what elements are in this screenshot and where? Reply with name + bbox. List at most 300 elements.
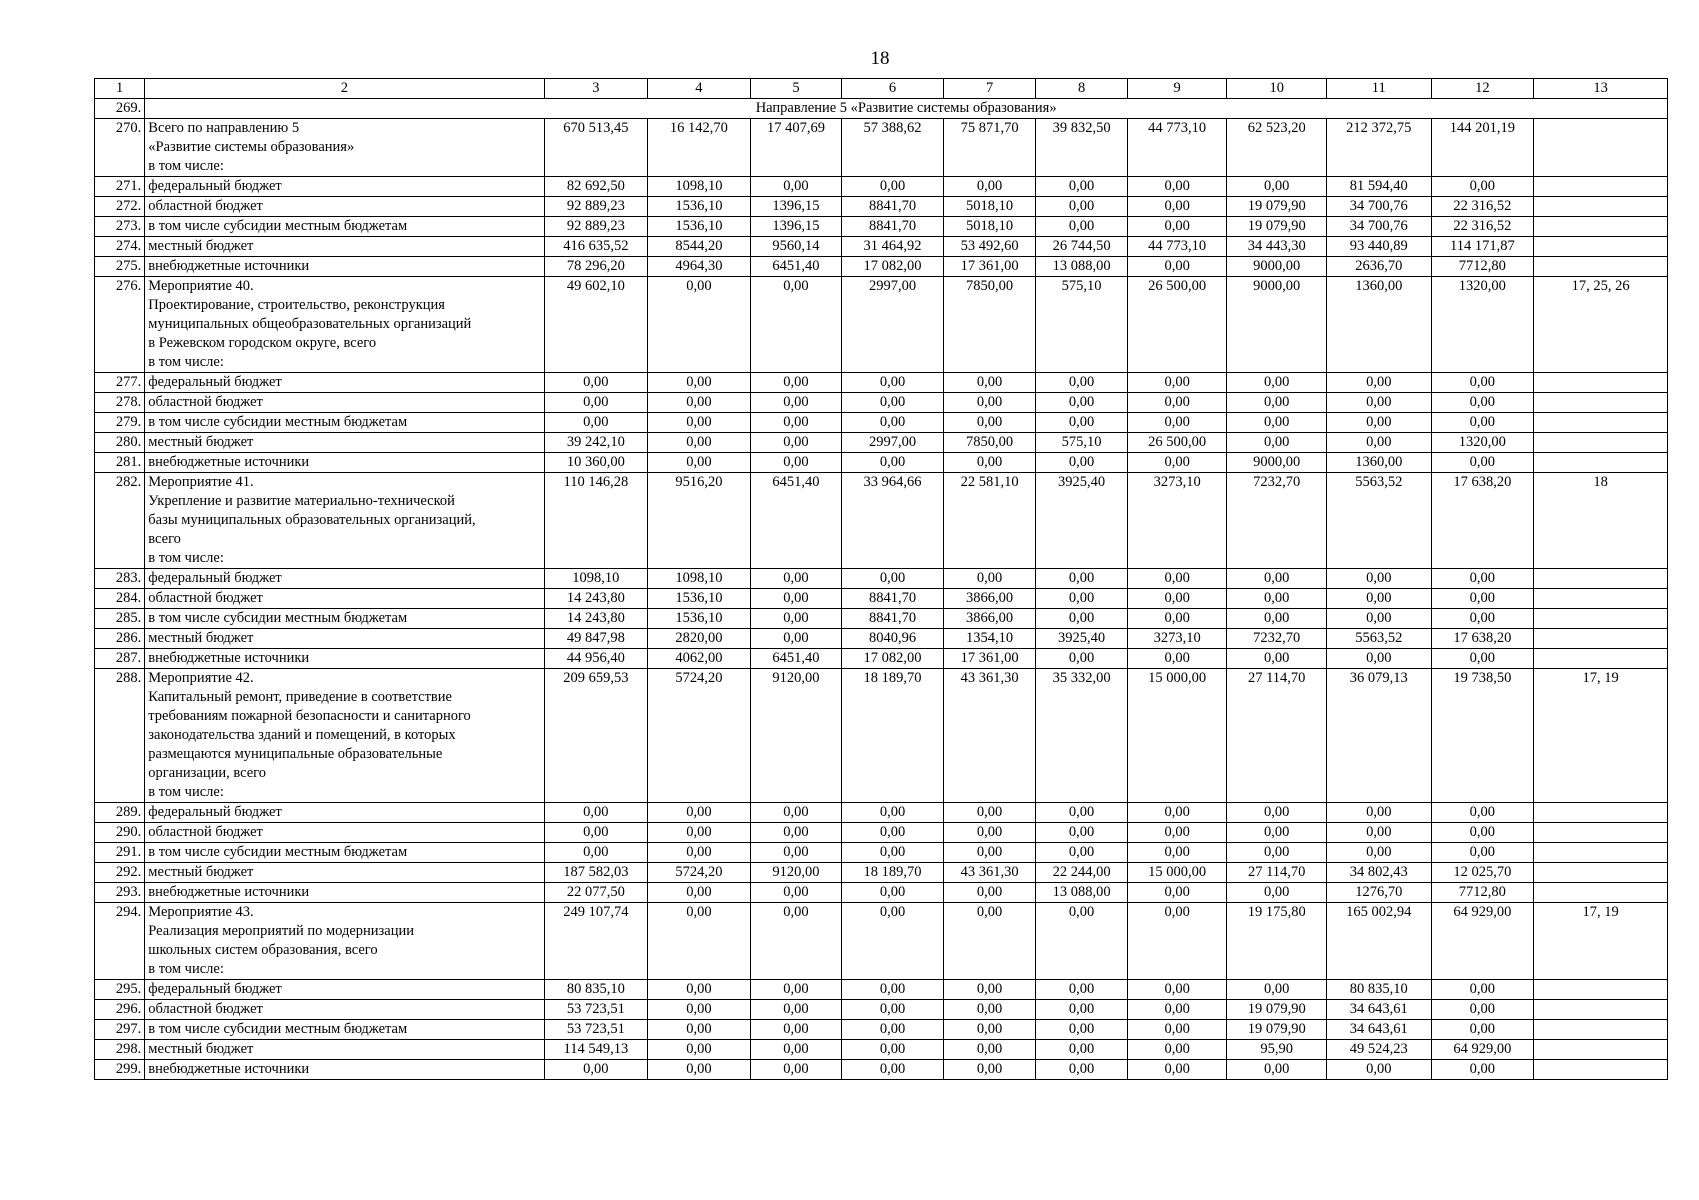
- value-cell: 0,00: [1431, 803, 1534, 823]
- value-cell: 13 088,00: [1036, 883, 1128, 903]
- value-cell: 0,00: [1431, 609, 1534, 629]
- value-cell: 1536,10: [648, 609, 751, 629]
- row-description: [145, 1000, 544, 1020]
- description-line: в том числе субсидии местным бюджетам: [148, 610, 408, 626]
- value-cell: 0,00: [842, 1040, 944, 1060]
- value-cell: 0,00: [842, 1000, 944, 1020]
- value-cell: 0,00: [1326, 413, 1431, 433]
- description-line: в том числе субсидии местным бюджетам: [148, 218, 408, 234]
- value-cell: 1360,00: [1326, 277, 1431, 373]
- value-cell: 18 189,70: [842, 669, 944, 803]
- value-cell: 6451,40: [750, 473, 842, 569]
- description-line: в том числе субсидии местным бюджетам: [148, 414, 408, 430]
- column-header: 5: [750, 79, 842, 99]
- table-row: [95, 393, 1668, 413]
- value-cell: 0,00: [1127, 1000, 1227, 1020]
- value-cell: 34 643,61: [1326, 1000, 1431, 1020]
- note-cell: 17, 25, 26: [1534, 277, 1668, 373]
- value-cell: 0,00: [1431, 373, 1534, 393]
- row-description: [145, 569, 544, 589]
- value-cell: 2820,00: [648, 629, 751, 649]
- value-cell: 0,00: [750, 883, 842, 903]
- value-cell: 92 889,23: [544, 217, 648, 237]
- table-row: [95, 803, 1668, 823]
- value-cell: 0,00: [1227, 569, 1327, 589]
- value-cell: 80 835,10: [1326, 980, 1431, 1000]
- value-cell: 2636,70: [1326, 257, 1431, 277]
- table-row: [95, 823, 1668, 843]
- description-line: в том числе:: [148, 550, 224, 566]
- row-description: [145, 803, 544, 823]
- value-cell: 3925,40: [1036, 473, 1128, 569]
- row-number: 287.: [95, 649, 145, 669]
- value-cell: 22 077,50: [544, 883, 648, 903]
- row-number: 276.: [95, 277, 145, 373]
- value-cell: 0,00: [1127, 1020, 1227, 1040]
- row-number: 279.: [95, 413, 145, 433]
- row-number: 286.: [95, 629, 145, 649]
- value-cell: 14 243,80: [544, 589, 648, 609]
- row-number: 284.: [95, 589, 145, 609]
- table-row: [95, 1020, 1668, 1040]
- value-cell: 5018,10: [943, 197, 1036, 217]
- value-cell: 1536,10: [648, 197, 751, 217]
- row-description: [145, 1020, 544, 1040]
- value-cell: 0,00: [1431, 980, 1534, 1000]
- value-cell: 0,00: [1036, 453, 1128, 473]
- value-cell: 3273,10: [1127, 473, 1227, 569]
- row-number: 278.: [95, 393, 145, 413]
- value-cell: 27 114,70: [1227, 669, 1327, 803]
- value-cell: 0,00: [1227, 393, 1327, 413]
- value-cell: 0,00: [648, 1060, 751, 1080]
- value-cell: 7850,00: [943, 433, 1036, 453]
- note-cell: [1534, 883, 1668, 903]
- value-cell: 1276,70: [1326, 883, 1431, 903]
- value-cell: 0,00: [943, 1060, 1036, 1080]
- value-cell: 0,00: [750, 177, 842, 197]
- description-line: Реализация мероприятий по модернизации: [148, 923, 415, 939]
- value-cell: 4964,30: [648, 257, 751, 277]
- row-number: 296.: [95, 1000, 145, 1020]
- value-cell: 0,00: [1326, 569, 1431, 589]
- value-cell: 80 835,10: [544, 980, 648, 1000]
- row-description: [145, 903, 544, 980]
- row-number: 288.: [95, 669, 145, 803]
- table-row: [95, 609, 1668, 629]
- description-line: организации, всего: [148, 765, 267, 781]
- value-cell: 0,00: [1127, 1040, 1227, 1060]
- value-cell: 0,00: [1127, 883, 1227, 903]
- table-row: [95, 569, 1668, 589]
- row-number: 292.: [95, 863, 145, 883]
- value-cell: 27 114,70: [1227, 863, 1327, 883]
- description-line: федеральный бюджет: [148, 178, 282, 194]
- column-header: 7: [943, 79, 1036, 99]
- row-number: 273.: [95, 217, 145, 237]
- row-description: [145, 277, 544, 373]
- value-cell: 16 142,70: [648, 119, 751, 177]
- value-cell: 0,00: [750, 393, 842, 413]
- value-cell: 0,00: [1127, 649, 1227, 669]
- value-cell: 0,00: [544, 413, 648, 433]
- row-description: [145, 669, 544, 803]
- value-cell: 17 407,69: [750, 119, 842, 177]
- row-description: [145, 473, 544, 569]
- value-cell: 0,00: [1326, 373, 1431, 393]
- value-cell: 34 802,43: [1326, 863, 1431, 883]
- value-cell: 43 361,30: [943, 863, 1036, 883]
- note-cell: [1534, 257, 1668, 277]
- description-line: Проектирование, строительство, реконструкция: [148, 297, 445, 313]
- value-cell: 17 638,20: [1431, 629, 1534, 649]
- description-line: Мероприятие 40.: [148, 278, 254, 294]
- value-cell: 9000,00: [1227, 277, 1327, 373]
- column-header: 11: [1326, 79, 1431, 99]
- note-cell: [1534, 569, 1668, 589]
- value-cell: 5563,52: [1326, 473, 1431, 569]
- table-row: [95, 589, 1668, 609]
- value-cell: 93 440,89: [1326, 237, 1431, 257]
- value-cell: 0,00: [1127, 197, 1227, 217]
- value-cell: 0,00: [1431, 393, 1534, 413]
- value-cell: 114 549,13: [544, 1040, 648, 1060]
- value-cell: 31 464,92: [842, 237, 944, 257]
- row-number: 270.: [95, 119, 145, 177]
- value-cell: 0,00: [1036, 373, 1128, 393]
- value-cell: 0,00: [943, 980, 1036, 1000]
- value-cell: 0,00: [750, 413, 842, 433]
- note-cell: [1534, 609, 1668, 629]
- note-cell: [1534, 177, 1668, 197]
- value-cell: 0,00: [1127, 903, 1227, 980]
- value-cell: 3273,10: [1127, 629, 1227, 649]
- value-cell: 0,00: [842, 1020, 944, 1040]
- value-cell: 1320,00: [1431, 277, 1534, 373]
- row-number: 290.: [95, 823, 145, 843]
- table-row: [95, 473, 1668, 569]
- value-cell: 0,00: [750, 823, 842, 843]
- value-cell: 8841,70: [842, 217, 944, 237]
- value-cell: 0,00: [750, 803, 842, 823]
- description-line: внебюджетные источники: [148, 1061, 310, 1077]
- description-line: местный бюджет: [148, 864, 254, 880]
- value-cell: 53 723,51: [544, 1000, 648, 1020]
- description-line: в Режевском городском округе, всего: [148, 335, 377, 351]
- value-cell: 0,00: [1127, 823, 1227, 843]
- value-cell: 0,00: [842, 393, 944, 413]
- value-cell: 0,00: [1326, 649, 1431, 669]
- value-cell: 0,00: [750, 433, 842, 453]
- value-cell: 0,00: [648, 393, 751, 413]
- value-cell: 1320,00: [1431, 433, 1534, 453]
- row-number: 291.: [95, 843, 145, 863]
- row-description: [145, 197, 544, 217]
- value-cell: 575,10: [1036, 433, 1128, 453]
- value-cell: 1354,10: [943, 629, 1036, 649]
- value-cell: 0,00: [648, 823, 751, 843]
- value-cell: 0,00: [1036, 803, 1128, 823]
- value-cell: 19 175,80: [1227, 903, 1327, 980]
- note-cell: [1534, 197, 1668, 217]
- value-cell: 8544,20: [648, 237, 751, 257]
- value-cell: 18 189,70: [842, 863, 944, 883]
- description-line: федеральный бюджет: [148, 804, 282, 820]
- value-cell: 0,00: [1036, 197, 1128, 217]
- value-cell: 0,00: [1227, 649, 1327, 669]
- description-line: областной бюджет: [148, 590, 263, 606]
- value-cell: 1360,00: [1326, 453, 1431, 473]
- value-cell: 110 146,28: [544, 473, 648, 569]
- value-cell: 9120,00: [750, 669, 842, 803]
- value-cell: 0,00: [842, 980, 944, 1000]
- table-body: [95, 99, 1668, 1080]
- value-cell: 0,00: [1431, 453, 1534, 473]
- value-cell: 26 500,00: [1127, 433, 1227, 453]
- value-cell: 49 524,23: [1326, 1040, 1431, 1060]
- value-cell: 19 079,90: [1227, 1020, 1327, 1040]
- value-cell: 43 361,30: [943, 669, 1036, 803]
- table-row: [95, 843, 1668, 863]
- row-number: 277.: [95, 373, 145, 393]
- row-description: [145, 609, 544, 629]
- value-cell: 575,10: [1036, 277, 1128, 373]
- value-cell: 0,00: [1227, 883, 1327, 903]
- value-cell: 0,00: [1326, 803, 1431, 823]
- column-header: 2: [145, 79, 544, 99]
- description-line: размещаются муниципальные образовательные: [148, 746, 443, 762]
- value-cell: 9000,00: [1227, 257, 1327, 277]
- value-cell: 0,00: [943, 803, 1036, 823]
- value-cell: 17 082,00: [842, 257, 944, 277]
- value-cell: 3866,00: [943, 609, 1036, 629]
- column-header: 6: [842, 79, 944, 99]
- value-cell: 0,00: [1036, 980, 1128, 1000]
- note-cell: [1534, 237, 1668, 257]
- value-cell: 44 773,10: [1127, 119, 1227, 177]
- note-cell: [1534, 119, 1668, 177]
- value-cell: 0,00: [1036, 1000, 1128, 1020]
- value-cell: 8841,70: [842, 609, 944, 629]
- note-cell: 17, 19: [1534, 903, 1668, 980]
- row-description: [145, 649, 544, 669]
- row-description: [145, 980, 544, 1000]
- value-cell: 13 088,00: [1036, 257, 1128, 277]
- note-cell: [1534, 453, 1668, 473]
- value-cell: 19 079,90: [1227, 1000, 1327, 1020]
- description-line: законодательства зданий и помещений, в которых: [148, 727, 456, 743]
- value-cell: 26 500,00: [1127, 277, 1227, 373]
- row-description: [145, 453, 544, 473]
- value-cell: 17 638,20: [1431, 473, 1534, 569]
- value-cell: 0,00: [750, 843, 842, 863]
- value-cell: 3866,00: [943, 589, 1036, 609]
- value-cell: 0,00: [1036, 413, 1128, 433]
- value-cell: 1536,10: [648, 589, 751, 609]
- value-cell: 0,00: [842, 843, 944, 863]
- value-cell: 0,00: [842, 453, 944, 473]
- description-line: местный бюджет: [148, 238, 254, 254]
- row-description: [145, 883, 544, 903]
- row-description: [145, 589, 544, 609]
- value-cell: 0,00: [1127, 980, 1227, 1000]
- table-row: [95, 980, 1668, 1000]
- description-line: федеральный бюджет: [148, 374, 282, 390]
- table-row: [95, 257, 1668, 277]
- value-cell: 0,00: [1227, 373, 1327, 393]
- description-line: местный бюджет: [148, 630, 254, 646]
- value-cell: 0,00: [1127, 257, 1227, 277]
- value-cell: 9560,14: [750, 237, 842, 257]
- column-header: 8: [1036, 79, 1128, 99]
- table-row: [95, 649, 1668, 669]
- value-cell: 0,00: [1227, 609, 1327, 629]
- value-cell: 0,00: [842, 373, 944, 393]
- note-cell: [1534, 433, 1668, 453]
- value-cell: 81 594,40: [1326, 177, 1431, 197]
- column-header: 10: [1227, 79, 1327, 99]
- row-number: 274.: [95, 237, 145, 257]
- value-cell: 0,00: [943, 373, 1036, 393]
- row-number: 275.: [95, 257, 145, 277]
- value-cell: 0,00: [943, 1040, 1036, 1060]
- value-cell: 0,00: [943, 883, 1036, 903]
- table-row: [95, 1000, 1668, 1020]
- value-cell: 0,00: [943, 453, 1036, 473]
- value-cell: 209 659,53: [544, 669, 648, 803]
- description-line: в том числе:: [148, 961, 224, 977]
- value-cell: 10 360,00: [544, 453, 648, 473]
- value-cell: 0,00: [1326, 433, 1431, 453]
- value-cell: 0,00: [750, 980, 842, 1000]
- description-line: в том числе субсидии местным бюджетам: [148, 844, 408, 860]
- value-cell: 0,00: [544, 843, 648, 863]
- value-cell: 19 079,90: [1227, 197, 1327, 217]
- value-cell: 22 316,52: [1431, 217, 1534, 237]
- value-cell: 416 635,52: [544, 237, 648, 257]
- row-description: [145, 863, 544, 883]
- value-cell: 0,00: [750, 1000, 842, 1020]
- description-line: областной бюджет: [148, 824, 263, 840]
- value-cell: 9000,00: [1227, 453, 1327, 473]
- value-cell: 0,00: [750, 373, 842, 393]
- value-cell: 14 243,80: [544, 609, 648, 629]
- value-cell: 34 443,30: [1227, 237, 1327, 257]
- value-cell: 49 847,98: [544, 629, 648, 649]
- value-cell: 0,00: [544, 1060, 648, 1080]
- value-cell: 0,00: [1431, 823, 1534, 843]
- value-cell: 0,00: [750, 453, 842, 473]
- value-cell: 33 964,66: [842, 473, 944, 569]
- value-cell: 0,00: [943, 413, 1036, 433]
- row-number: 285.: [95, 609, 145, 629]
- value-cell: 17 361,00: [943, 649, 1036, 669]
- description-line: федеральный бюджет: [148, 570, 282, 586]
- row-description: [145, 629, 544, 649]
- value-cell: 0,00: [1036, 609, 1128, 629]
- value-cell: 0,00: [1431, 177, 1534, 197]
- value-cell: 6451,40: [750, 257, 842, 277]
- value-cell: 0,00: [1127, 609, 1227, 629]
- row-number: 295.: [95, 980, 145, 1000]
- value-cell: 0,00: [750, 589, 842, 609]
- note-cell: [1534, 1040, 1668, 1060]
- value-cell: 0,00: [1326, 1060, 1431, 1080]
- value-cell: 57 388,62: [842, 119, 944, 177]
- value-cell: 0,00: [648, 980, 751, 1000]
- description-line: Укрепление и развитие материально-технической: [148, 493, 455, 509]
- value-cell: 0,00: [1036, 1020, 1128, 1040]
- value-cell: 187 582,03: [544, 863, 648, 883]
- note-cell: 17, 19: [1534, 669, 1668, 803]
- value-cell: 34 700,76: [1326, 217, 1431, 237]
- value-cell: 1396,15: [750, 197, 842, 217]
- value-cell: 0,00: [750, 903, 842, 980]
- description-line: Мероприятие 43.: [148, 904, 254, 920]
- value-cell: 1098,10: [544, 569, 648, 589]
- value-cell: 0,00: [648, 413, 751, 433]
- table-row: [95, 453, 1668, 473]
- note-cell: [1534, 393, 1668, 413]
- row-description: [145, 373, 544, 393]
- value-cell: 0,00: [943, 177, 1036, 197]
- value-cell: 64 929,00: [1431, 1040, 1534, 1060]
- value-cell: 0,00: [1127, 217, 1227, 237]
- section-number: 269.: [95, 99, 145, 119]
- row-description: [145, 843, 544, 863]
- value-cell: 0,00: [1036, 649, 1128, 669]
- column-header: 4: [648, 79, 751, 99]
- value-cell: 0,00: [750, 1060, 842, 1080]
- value-cell: 49 602,10: [544, 277, 648, 373]
- description-line: областной бюджет: [148, 1001, 263, 1017]
- description-line: областной бюджет: [148, 198, 263, 214]
- description-line: в том числе:: [148, 354, 224, 370]
- value-cell: 12 025,70: [1431, 863, 1534, 883]
- table-row: [95, 197, 1668, 217]
- value-cell: 5724,20: [648, 863, 751, 883]
- value-cell: 0,00: [842, 1060, 944, 1080]
- value-cell: 0,00: [1431, 1000, 1534, 1020]
- value-cell: 0,00: [1227, 433, 1327, 453]
- value-cell: 53 492,60: [943, 237, 1036, 257]
- value-cell: 0,00: [1227, 177, 1327, 197]
- value-cell: 0,00: [1127, 1060, 1227, 1080]
- value-cell: 0,00: [1431, 649, 1534, 669]
- note-cell: [1534, 629, 1668, 649]
- value-cell: 7232,70: [1227, 629, 1327, 649]
- note-cell: [1534, 1060, 1668, 1080]
- value-cell: 0,00: [1036, 1060, 1128, 1080]
- value-cell: 0,00: [1227, 413, 1327, 433]
- table-row: [95, 217, 1668, 237]
- description-line: базы муниципальных образовательных организаций,: [148, 512, 476, 528]
- value-cell: 0,00: [750, 1040, 842, 1060]
- value-cell: 44 773,10: [1127, 237, 1227, 257]
- value-cell: 0,00: [750, 569, 842, 589]
- note-cell: [1534, 649, 1668, 669]
- description-line: Мероприятие 42.: [148, 670, 254, 686]
- value-cell: 22 316,52: [1431, 197, 1534, 217]
- value-cell: 39 242,10: [544, 433, 648, 453]
- value-cell: 22 581,10: [943, 473, 1036, 569]
- column-header: 12: [1431, 79, 1534, 99]
- value-cell: 0,00: [842, 413, 944, 433]
- row-number: 297.: [95, 1020, 145, 1040]
- value-cell: 0,00: [544, 393, 648, 413]
- value-cell: 82 692,50: [544, 177, 648, 197]
- value-cell: 144 201,19: [1431, 119, 1534, 177]
